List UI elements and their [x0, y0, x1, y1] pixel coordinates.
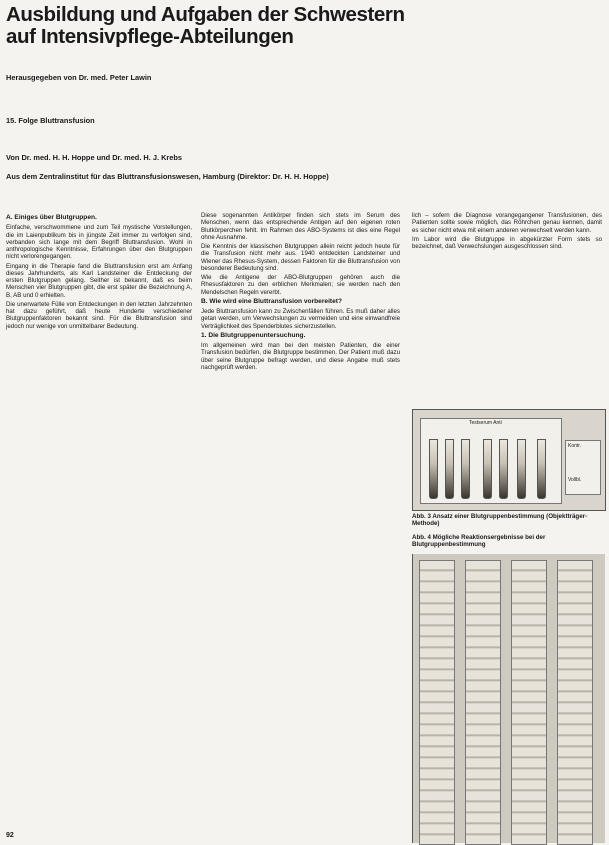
reaction-lane	[557, 560, 593, 845]
figure-legend	[565, 440, 601, 495]
paragraph: Eingang in die Therapie fand die Bluttransfusion erst am Anfang dieses Jahrhunderts, als Karl Landsteiner die Entdeckung der ersten Blutgruppen gelang. Seither ist bekannt, daß es beim Menschen vier Blutgruppen gibt, die erst später die Bezeichnung A, B, AB und 0 erhielten.	[6, 262, 192, 299]
test-tube	[517, 439, 526, 499]
paragraph: lich – sofern die Diagnose vorangegangener Transfusionen, des Patienten sollte sowie möglich, das Röhrchen genau kennen, damit es sicher nicht etwa mit einem anderen verwechselt werden kann.	[412, 212, 602, 234]
paragraph: Im allgemeinen wird man bei den meisten Patienten, die einer Transfusion bedürfen, die Blutgruppe bestimmen. Der Patient muß dazu über seine Blutgruppe befragt werden, und diese Angabe muß stets nachgeprüft werden.	[201, 342, 400, 371]
text-column-2	[201, 212, 400, 373]
paragraph: Die unerwartete Fülle von Entdeckungen in den letzten Jahrzehnten hat dazu geführt, daß heute Hunderte verschiedener Blutgruppenfaktoren bekannt sind. Für die Bluttransfusion sind jedoch nur wenige von unmittelbarer Bedeutung.	[6, 300, 192, 330]
test-plate	[420, 418, 562, 504]
figure-reaction-results	[412, 554, 605, 843]
figure-caption-3: Abb. 3 Ansatz einer Blutgruppenbestimmung (Objektträger-Methode)	[412, 513, 588, 528]
test-tube	[499, 439, 508, 499]
test-tube	[461, 439, 470, 499]
text-column-3	[412, 212, 602, 252]
series-line: 15. Folge Bluttransfusion	[6, 116, 95, 125]
text-column-1	[6, 212, 192, 332]
reaction-lane	[511, 560, 547, 845]
section-heading-a: A. Einiges über Blutgruppen.	[6, 214, 97, 221]
test-tube	[445, 439, 454, 499]
title-line-2: auf Intensivpflege-Abteilungen	[6, 25, 294, 48]
test-tube	[537, 439, 546, 499]
paragraph: Im Labor wird die Blutgruppe in abgekürzter Form stets so bezeichnet, daß Verwechslungen ausgeschlossen sind.	[412, 235, 602, 250]
paragraph: Die Kenntnis der klassischen Blutgruppen allein reicht jedoch heute für die Transfusion nicht mehr aus. 1940 entdeckten Landsteiner und Wiener das Rhesus-System, dessen Faktoren für die Bluttransfusion von besonderer Bedeutung sind.	[201, 243, 400, 272]
test-tube	[429, 439, 438, 499]
reaction-lane	[419, 560, 455, 845]
legend-line: Vollbl.	[568, 477, 582, 483]
institute-line: Aus dem Zentralinstitut für das Bluttransfusionswesen, Hamburg (Direktor: Dr. H. H. Hoppe)	[6, 172, 329, 181]
legend-line: Kontr.	[568, 443, 582, 449]
paragraph: Jede Bluttransfusion kann zu Zwischenfällen führen. Es muß daher alles getan werden, um Verwechslungen zu vermeiden und eine einwandfreie Verträglichkeit des Spenderblutes sicherzustellen.	[201, 308, 400, 330]
editor-line: Herausgegeben von Dr. med. Peter Lawin	[6, 73, 152, 82]
page-number: 92	[6, 832, 14, 839]
plate-label: Testserum Anti	[469, 420, 502, 426]
section-heading-b: B. Wie wird eine Bluttransfusion vorbereitet?	[201, 297, 342, 305]
figure-slide-test	[412, 409, 606, 511]
paragraph: Wie die Antigene der ABO-Blutgruppen gehören auch die Rhesusfaktoren zu den erblichen Merkmalen; sie werden nach den Mendelschen Regeln vererbt.	[201, 274, 400, 296]
test-tube	[483, 439, 492, 499]
authors-line: Von Dr. med. H. H. Hoppe und Dr. med. H. J. Krebs	[6, 153, 183, 162]
figure-caption-4: Abb. 4 Mögliche Reaktionsergebnisse bei der Blutgruppenbestimmung	[412, 534, 546, 549]
subsection-heading: 1. Die Blutgruppenuntersuchung.	[201, 331, 306, 339]
title-line-1: Ausbildung und Aufgaben der Schwestern	[6, 3, 405, 26]
article-title	[6, 4, 596, 48]
paragraph: Diese sogenannten Antikörper finden sich stets im Serum des Menschen, wenn das entsprechende Antigen auf den eigenen roten Blutkörperchen fehlt. Im Rahmen des ABO-Systems ist dies eine Regel ohne Ausnahme.	[201, 212, 400, 241]
paragraph: Einfache, verschwommene und zum Teil mystische Vorstellungen, die im Laienpublikum bis in jüngste Zeit immer zu verfolgen sind, verbanden sich lange mit dem Begriff Bluttransfusion. Wohl in anthropologische Kenntnisse, Erfahrungen über den Blutgruppen nicht verlorengegangen.	[6, 224, 192, 261]
reaction-lane	[465, 560, 501, 845]
